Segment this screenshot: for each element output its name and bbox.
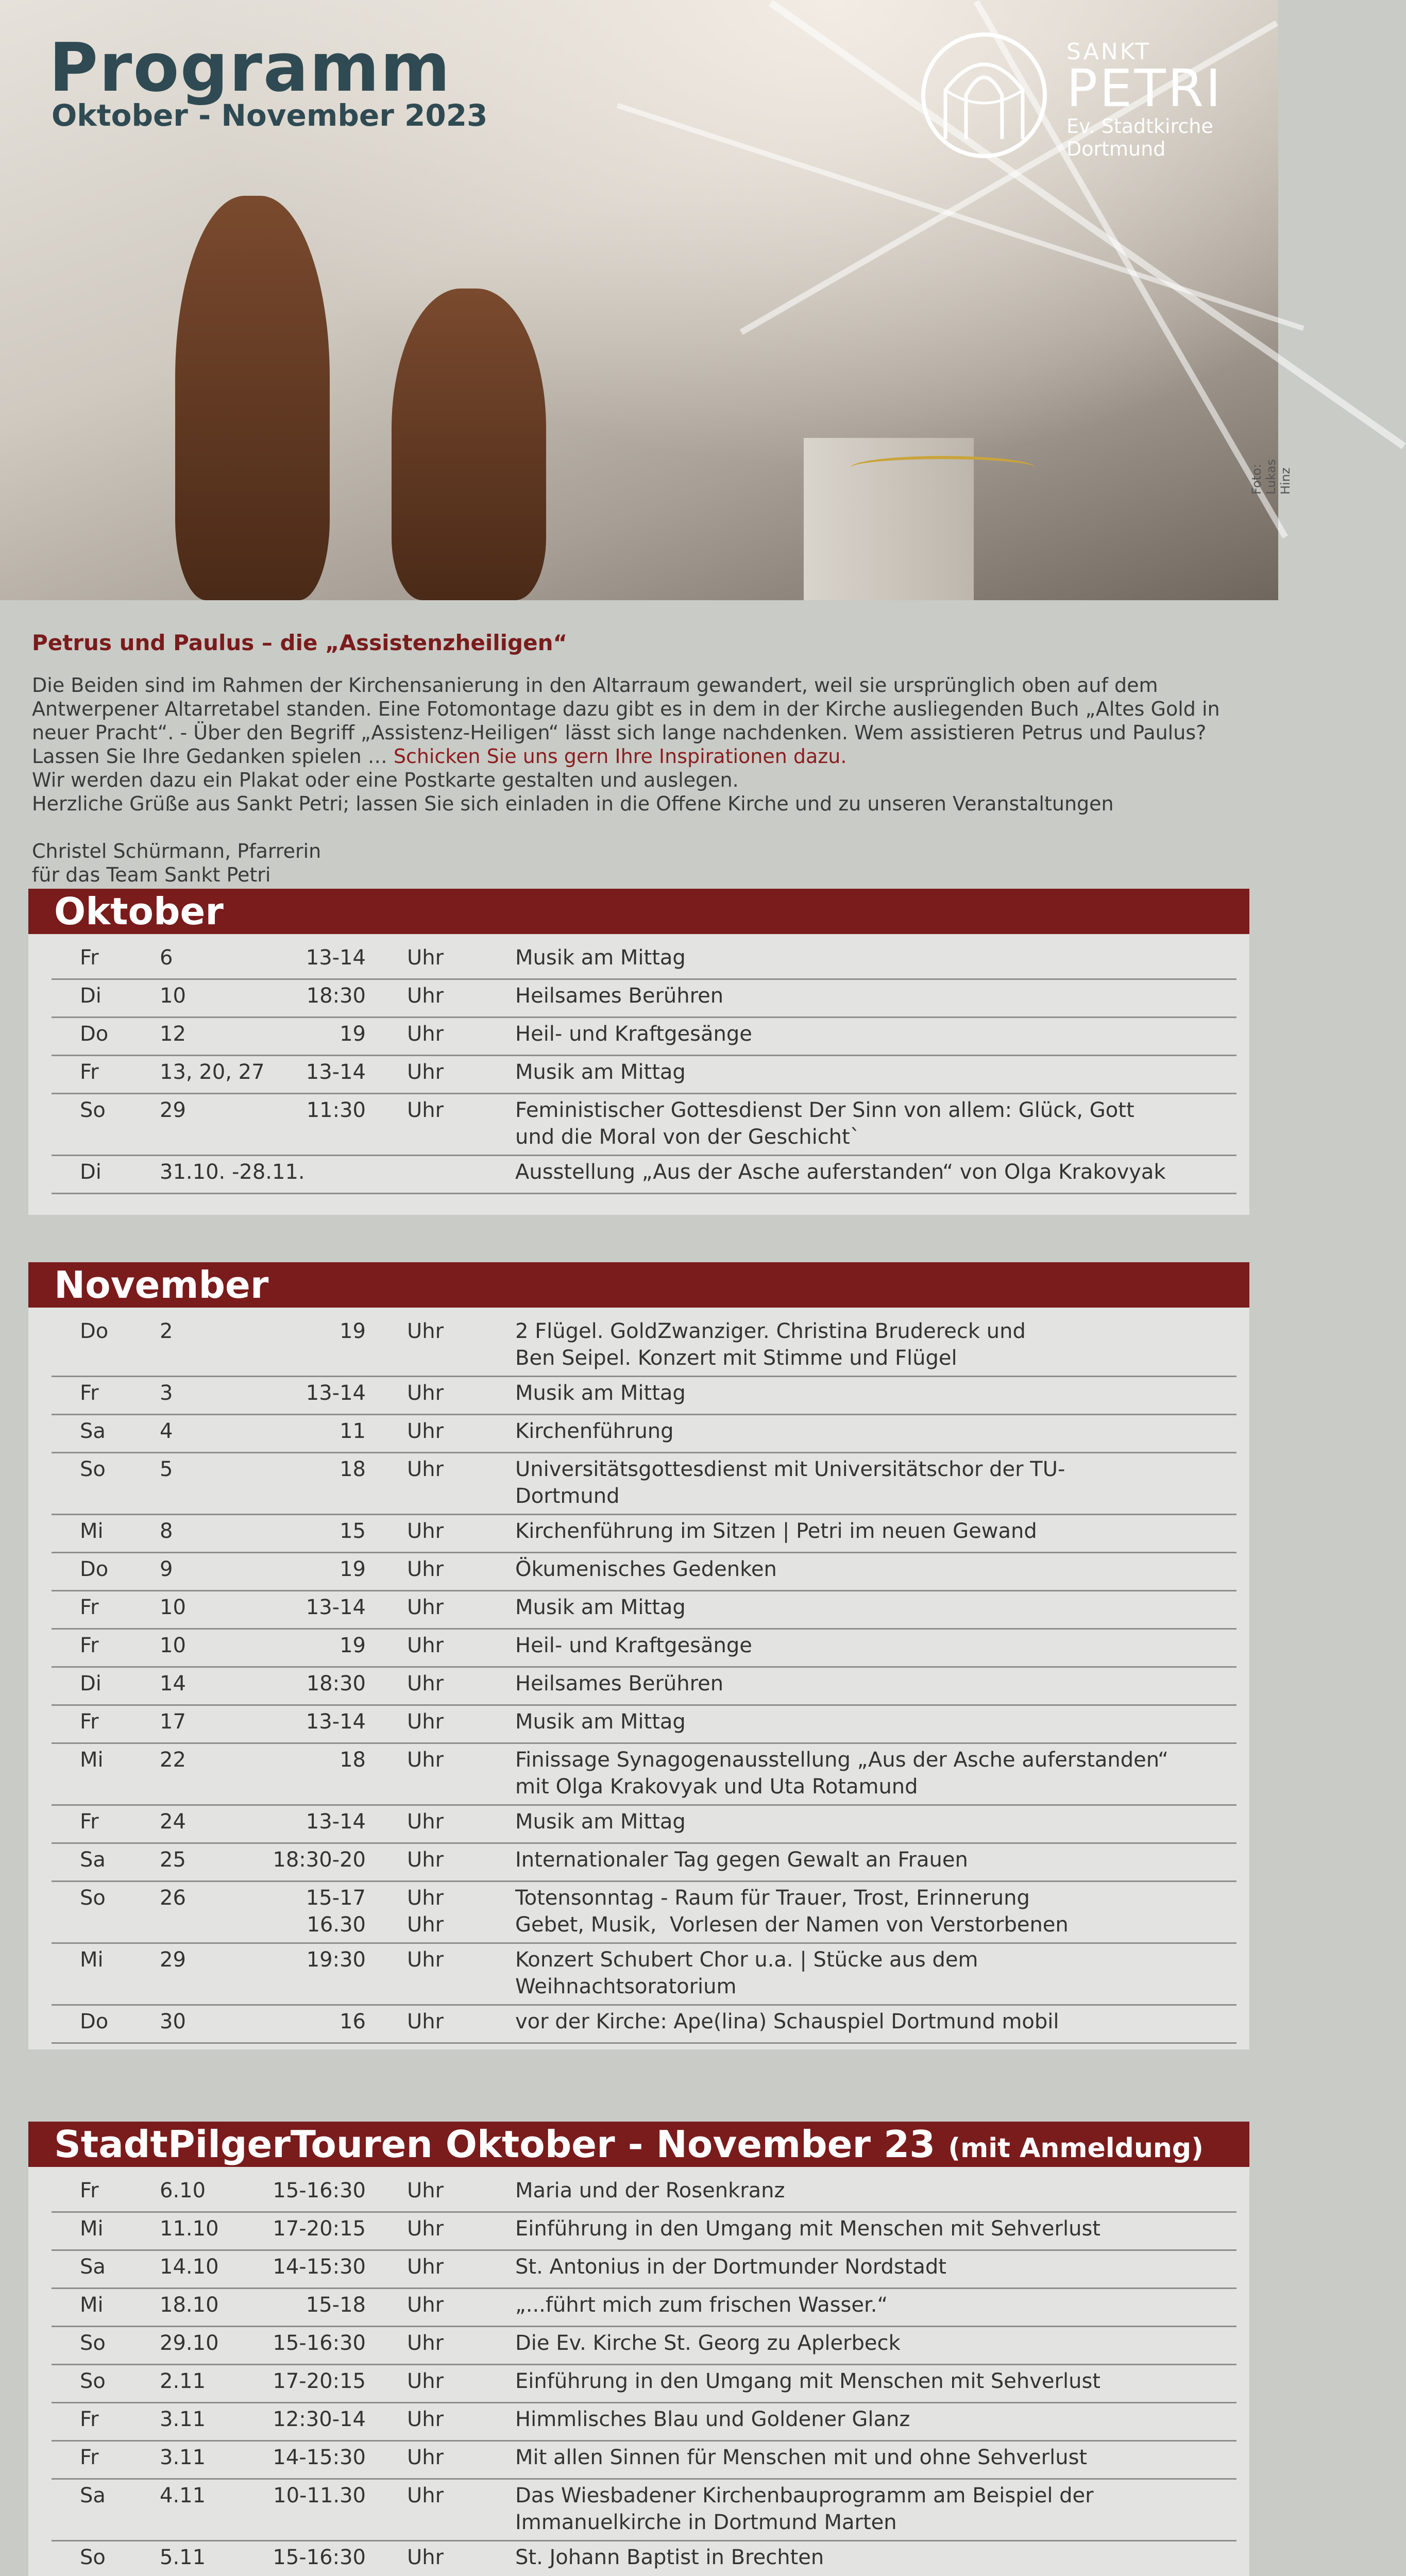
weekday: Fr — [80, 1060, 99, 1084]
logo-subline-2: Dortmund — [1066, 138, 1166, 160]
uhr-label: Uhr — [407, 2255, 444, 2279]
date: 24 — [160, 1810, 186, 1834]
date: 4.11 — [160, 2484, 206, 2507]
date: 22 — [160, 1748, 186, 1772]
time: 18 — [340, 1458, 366, 1481]
uhr-label: Uhr — [407, 1458, 444, 1481]
table-row — [52, 1666, 1236, 1706]
event-title: Internationaler Tag gegen Gewalt an Frauen — [515, 1848, 968, 1872]
table-row — [52, 2004, 1236, 2044]
event-title: Musik am Mittag — [515, 1710, 686, 1734]
uhr-label: Uhr — [407, 2293, 444, 2317]
table-row — [52, 1452, 1236, 1515]
weekday: So — [80, 1098, 106, 1122]
november-table — [28, 1308, 1249, 2049]
time: 13-14 — [306, 1596, 366, 1619]
event-title: St. Johann Baptist in Brechten — [515, 2546, 824, 2569]
event-title: Heilsames Berühren — [515, 984, 724, 1008]
date: 2 — [160, 1319, 173, 1343]
table-row — [52, 1704, 1236, 1744]
weekday: Fr — [80, 2446, 99, 2469]
uhr-label: Uhr — [407, 1519, 444, 1543]
uhr-label: Uhr — [407, 2217, 444, 2241]
uhr-label: Uhr — [407, 1810, 444, 1834]
uhr-label: Uhr — [407, 2331, 444, 2355]
intro-paragraph-2: Wir werden dazu ein Plakat oder eine Postkarte gestalten und auslegen. — [32, 769, 739, 791]
date: 4 — [160, 1419, 173, 1443]
weekday: Fr — [80, 1596, 99, 1619]
event-title: Die Ev. Kirche St. Georg zu Aplerbeck — [515, 2331, 901, 2355]
table-row — [52, 2249, 1236, 2289]
event-title: Heilsames Berühren — [515, 1672, 724, 1696]
pilger-heading — [28, 2122, 1249, 2167]
event-title: Totensonntag - Raum für Trauer, Trost, Erinnerung Gebet, Musik, Vorlesen der Namen von Verstorbenen — [515, 1886, 1069, 1937]
weekday: Sa — [80, 2484, 106, 2507]
date: 3 — [160, 1381, 173, 1405]
uhr-label: Uhr — [407, 1948, 444, 1972]
event-title: Musik am Mittag — [515, 1596, 686, 1619]
logo-subline-1: Ev. Stadtkirche — [1066, 115, 1213, 138]
date: 25 — [160, 1848, 186, 1872]
time: 13-14 — [306, 1381, 366, 1405]
time: 12:30-14 — [273, 2408, 366, 2431]
event-title: Universitätsgottesdienst mit Universitätschor der TU- Dortmund — [515, 1458, 1065, 1508]
weekday: Di — [80, 1160, 101, 1184]
time: 15 — [340, 1519, 366, 1543]
date: 14 — [160, 1672, 186, 1696]
weekday: Fr — [80, 1381, 99, 1405]
time: 14-15:30 — [273, 2255, 366, 2279]
table-row — [52, 2211, 1236, 2251]
uhr-label: Uhr — [407, 2179, 444, 2202]
date: 14.10 — [160, 2255, 219, 2279]
time: 17-20:15 — [273, 2369, 366, 2393]
event-title: Feministischer Gottesdienst Der Sinn von allem: Glück, Gott und die Moral von der Geschicht` — [515, 1098, 1134, 1149]
event-title: Kirchenführung — [515, 1419, 674, 1443]
weekday: Sa — [80, 1419, 106, 1443]
intro-text — [32, 631, 1248, 887]
weekday: Mi — [80, 2293, 104, 2317]
table-row — [52, 1552, 1236, 1591]
time: 13-14 — [306, 1060, 366, 1084]
table-row — [52, 1842, 1236, 1882]
date: 29 — [160, 1098, 186, 1122]
date: 12 — [160, 1022, 186, 1046]
intro-paragraph-1: Die Beiden sind im Rahmen der Kirchensanierung in den Altarraum gewandert, weil sie ursprünglich oben auf dem Antwerpener Altarretabel standen. Eine Fotomontage dazu gibt es in dem in der Kirche ausliegenden Buch „Altes Gold in neuer Pracht“. - Über den Begriff „Assistenz-Heiligen“ lässt sich lange nachdenken. Wem assistieren Petrus und Paulus? Lassen Sie Ihre Gedanken spielen … — [32, 674, 1220, 768]
weekday: Sa — [80, 2255, 106, 2279]
table-row — [52, 1942, 1236, 2006]
event-title: Ökumenisches Gedenken — [515, 1557, 777, 1581]
date: 6 — [160, 946, 173, 970]
hero-photo — [0, 0, 1293, 600]
weekday: Do — [80, 1319, 109, 1343]
time: 18:30 — [306, 984, 366, 1008]
weekday: Fr — [80, 1710, 99, 1734]
page-title: Programm — [49, 28, 451, 107]
weekday: Mi — [80, 1948, 104, 1972]
uhr-label: Uhr — [407, 2369, 444, 2393]
table-row — [52, 1414, 1236, 1453]
uhr-label: Uhr — [407, 1710, 444, 1734]
event-title: Einführung in den Umgang mit Menschen mit Sehverlust — [515, 2369, 1100, 2393]
table-row — [52, 978, 1236, 1018]
time: 15-16:30 — [273, 2546, 366, 2569]
event-title: St. Antonius in der Dortmunder Nordstadt — [515, 2255, 946, 2279]
uhr-label: Uhr Uhr — [407, 1886, 444, 1937]
table-row — [52, 940, 1236, 980]
logo-petri: PETRI — [1066, 58, 1223, 118]
date: 8 — [160, 1519, 173, 1543]
time: 13-14 — [306, 1710, 366, 1734]
table-row — [52, 1590, 1236, 1630]
uhr-label: Uhr — [407, 2484, 444, 2507]
event-title: Finissage Synagogenausstellung „Aus der Asche auferstanden“ mit Olga Krakovyak und Uta Rotamund — [515, 1748, 1168, 1799]
date: 18.10 — [160, 2293, 219, 2317]
weekday: So — [80, 2369, 106, 2393]
uhr-label: Uhr — [407, 946, 444, 970]
weekday: Fr — [80, 1810, 99, 1834]
time: 16 — [340, 2010, 366, 2033]
time: 13-14 — [306, 946, 366, 970]
time: 11:30 — [306, 1098, 366, 1122]
weekday: Fr — [80, 2408, 99, 2431]
intro-signature-1: Christel Schürmann, Pfarrerin — [32, 840, 321, 862]
date: 2.11 — [160, 2369, 206, 2393]
time: 13-14 — [306, 1810, 366, 1834]
table-row — [52, 2478, 1236, 2541]
time: 15-16:30 — [273, 2179, 366, 2202]
time: 19 — [340, 1634, 366, 1657]
table-row — [52, 2540, 1236, 2576]
date: 13, 20, 27 — [160, 1060, 265, 1084]
event-title: 2 Flügel. GoldZwanziger. Christina Brudereck und Ben Seipel. Konzert mit Stimme und Flügel — [515, 1319, 1026, 1370]
time: 10-11.30 — [273, 2484, 366, 2507]
uhr-label: Uhr — [407, 2446, 444, 2469]
date: 5 — [160, 1458, 173, 1481]
uhr-label: Uhr — [407, 1381, 444, 1405]
uhr-label: Uhr — [407, 2010, 444, 2033]
table-row — [52, 2364, 1236, 2403]
weekday: Do — [80, 2010, 109, 2033]
date: 3.11 — [160, 2408, 206, 2431]
uhr-label: Uhr — [407, 1596, 444, 1619]
weekday: So — [80, 1886, 106, 1910]
table-row — [52, 1376, 1236, 1415]
weekday: So — [80, 1458, 106, 1481]
event-title: Konzert Schubert Chor u.a. | Stücke aus dem Weihnachtsoratorium — [515, 1948, 978, 1998]
event-title: Ausstellung „Aus der Asche auferstanden“ von Olga Krakovyak — [515, 1160, 1166, 1184]
date: 17 — [160, 1710, 186, 1734]
uhr-label: Uhr — [407, 1748, 444, 1772]
table-row — [52, 2326, 1236, 2365]
november-heading: November — [28, 1262, 1249, 1308]
pilger-title: StadtPilgerTouren Oktober - November 23 — [54, 2123, 936, 2166]
weekday: Fr — [80, 946, 99, 970]
time: 18 — [340, 1748, 366, 1772]
weekday: Fr — [80, 1634, 99, 1657]
time: 18:30 — [306, 1672, 366, 1696]
date: 10 — [160, 984, 186, 1008]
uhr-label: Uhr — [407, 1848, 444, 1872]
time: 15-16:30 — [273, 2331, 366, 2355]
uhr-label: Uhr — [407, 1419, 444, 1443]
weekday: Mi — [80, 1748, 104, 1772]
event-title: Himmlisches Blau und Goldener Glanz — [515, 2408, 910, 2431]
event-title: Musik am Mittag — [515, 1810, 686, 1834]
uhr-label: Uhr — [407, 1634, 444, 1657]
time: 17-20:15 — [273, 2217, 366, 2241]
date: 26 — [160, 1886, 186, 1910]
event-title: Mit allen Sinnen für Menschen mit und ohne Sehverlust — [515, 2446, 1088, 2469]
event-title: Maria und der Rosenkranz — [515, 2179, 785, 2202]
date: 29 — [160, 1948, 186, 1972]
table-row — [52, 1155, 1236, 1194]
time: 15-17 16.30 — [306, 1886, 366, 1937]
logo-subline — [1066, 115, 1213, 160]
event-title: Kirchenführung im Sitzen | Petri im neuen Gewand — [515, 1519, 1037, 1543]
date: 11.10 — [160, 2217, 219, 2241]
date: 5.11 — [160, 2546, 206, 2569]
time: 19:30 — [306, 1948, 366, 1972]
time: 11 — [340, 1419, 366, 1443]
intro-paragraph-3: Herzliche Grüße aus Sankt Petri; lassen Sie sich einladen in die Offene Kirche und zu unseren Veranstaltungen — [32, 792, 1114, 815]
weekday: Do — [80, 1557, 109, 1581]
uhr-label: Uhr — [407, 2408, 444, 2431]
time: 14-15:30 — [273, 2446, 366, 2469]
table-row — [52, 2402, 1236, 2442]
table-row — [52, 1314, 1236, 1377]
event-title: Heil- und Kraftgesänge — [515, 1022, 752, 1046]
weekday: Sa — [80, 1848, 106, 1872]
date: 29.10 — [160, 2331, 219, 2355]
time: 18:30-20 — [273, 1848, 366, 1872]
time: 15-18 — [306, 2293, 366, 2317]
table-row — [52, 1016, 1236, 1056]
date: 30 — [160, 2010, 186, 2033]
sankt-petri-logo — [917, 33, 1247, 160]
table-row — [52, 1804, 1236, 1844]
time: 19 — [340, 1319, 366, 1343]
table-row — [52, 1880, 1236, 1944]
photo-credit: Foto: Lukas Hinz — [1249, 459, 1293, 495]
uhr-label: Uhr — [407, 2546, 444, 2569]
weekday: Di — [80, 1672, 101, 1696]
table-row — [52, 1093, 1236, 1156]
uhr-label: Uhr — [407, 1319, 444, 1343]
weekday: So — [80, 2546, 106, 2569]
weekday: Do — [80, 1022, 109, 1046]
uhr-label: Uhr — [407, 1098, 444, 1122]
event-title: Musik am Mittag — [515, 1381, 686, 1405]
date: 9 — [160, 1557, 173, 1581]
table-row — [52, 1628, 1236, 1668]
table-row — [52, 2173, 1236, 2213]
logo-sankt: SANKT — [1066, 39, 1151, 65]
event-title: Heil- und Kraftgesänge — [515, 1634, 752, 1657]
date: 31.10. -28.11. — [160, 1160, 305, 1184]
time: 19 — [340, 1557, 366, 1581]
statue-paulus — [392, 289, 546, 600]
church-arch-icon — [917, 28, 1051, 162]
weekday: Mi — [80, 1519, 104, 1543]
table-row — [52, 2287, 1236, 2327]
weekday: Fr — [80, 2179, 99, 2202]
oktober-heading: Oktober — [28, 889, 1249, 934]
event-title: Musik am Mittag — [515, 946, 686, 970]
statue-petrus — [175, 196, 330, 600]
date: 10 — [160, 1634, 186, 1657]
intro-signature-2: für das Team Sankt Petri — [32, 863, 271, 886]
date: 3.11 — [160, 2446, 206, 2469]
intro-call-to-action: Schicken Sie uns gern Ihre Inspirationen dazu. — [393, 745, 847, 768]
event-title: Musik am Mittag — [515, 1060, 686, 1084]
event-title: Das Wiesbadener Kirchenbauprogramm am Beispiel der Immanuelkirche in Dortmund Marten — [515, 2484, 1094, 2534]
page-subtitle: Oktober - November 2023 — [52, 98, 488, 133]
uhr-label: Uhr — [407, 1060, 444, 1084]
uhr-label: Uhr — [407, 1672, 444, 1696]
event-title: Einführung in den Umgang mit Menschen mit Sehverlust — [515, 2217, 1100, 2241]
table-row — [52, 1514, 1236, 1553]
date: 10 — [160, 1596, 186, 1619]
oktober-table — [28, 934, 1249, 1215]
event-title: vor der Kirche: Ape(lina) Schauspiel Dortmund mobil — [515, 2010, 1059, 2033]
time: 19 — [340, 1022, 366, 1046]
weekday: Mi — [80, 2217, 104, 2241]
intro-heading: Petrus und Paulus – die „Assistenzheiligen“ — [32, 630, 568, 655]
uhr-label: Uhr — [407, 1557, 444, 1581]
weekday: So — [80, 2331, 106, 2355]
weekday: Di — [80, 984, 101, 1008]
uhr-label: Uhr — [407, 984, 444, 1008]
table-row — [52, 1742, 1236, 1806]
date: 6.10 — [160, 2179, 206, 2202]
table-row — [52, 2440, 1236, 2480]
table-row — [52, 1055, 1236, 1094]
pilger-table — [28, 2167, 1249, 2576]
pilger-title-suffix: (mit Anmeldung) — [948, 2133, 1204, 2164]
gold-ornament — [850, 456, 1036, 480]
uhr-label: Uhr — [407, 1022, 444, 1046]
event-title: „...führt mich zum frischen Wasser.“ — [515, 2293, 888, 2317]
